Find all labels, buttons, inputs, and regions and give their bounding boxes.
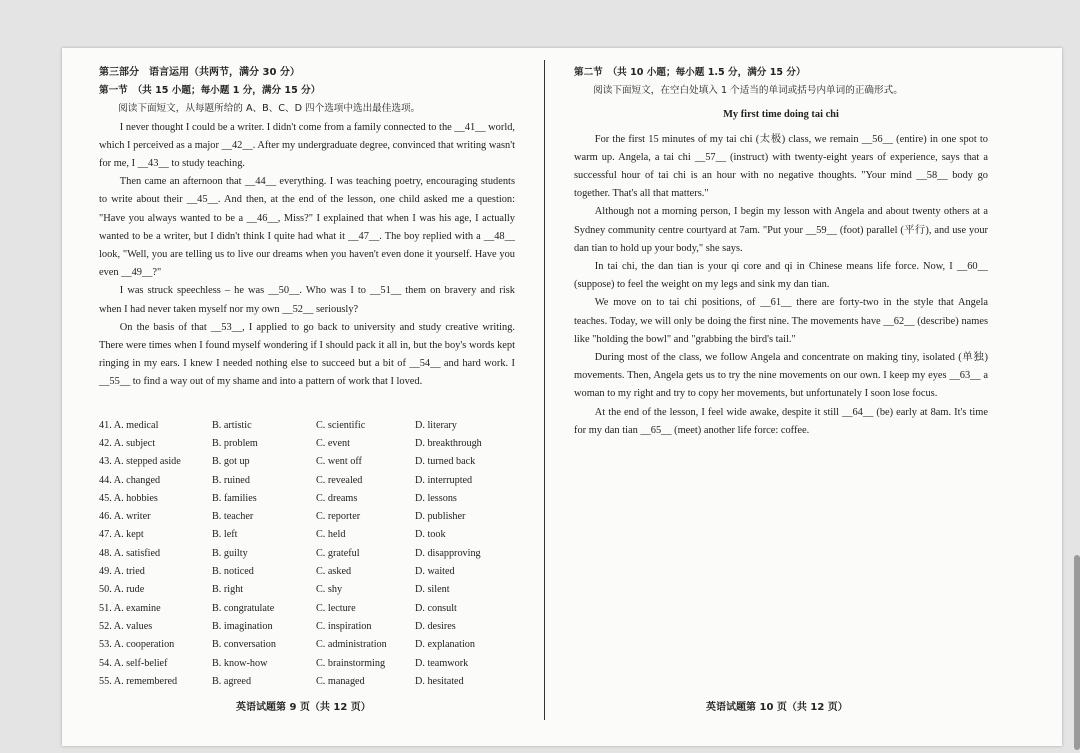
section1-title: 第一节 （共 15 小题；每小题 1 分，满分 15 分） (99, 85, 321, 97)
option-cell: 43. A. stepped aside (99, 456, 181, 468)
passage-paragraph: We move on to tai chi positions, of __61__ there are forty-two in the style that Angela teaches. Today, we will only be doing the first nine. The movements have __62__ (describe) names like "holding the bowl" and "grabbing the bird's tail." (574, 297, 988, 345)
option-cell: D. teamwork (415, 657, 469, 669)
option-row (99, 672, 519, 690)
option-cell: D. consult (415, 602, 457, 614)
option-cell: 45. A. hobbies (99, 492, 158, 504)
option-cell: C. managed (316, 675, 365, 687)
option-row (99, 489, 519, 507)
option-cell: C. shy (316, 584, 343, 596)
option-cell: D. breakthrough (415, 437, 482, 449)
passage-paragraph: I never thought I could be a writer. I didn't come from a family connected to the __41__ world, which I perceived as a major __42__. After my undergraduate degree, convinced that writing wasn't for me, I __43__ to study teaching. (99, 121, 515, 170)
section1-instruction: 阅读下面短文，从每题所给的 A、B、C、D 四个选项中选出最佳选项。 (118, 103, 421, 115)
page-footer-left: 英语试题第 9 页（共 12 页） (236, 702, 371, 713)
option-cell: C. brainstorming (316, 657, 386, 669)
option-cell: D. publisher (415, 511, 466, 523)
option-cell: 54. A. self-belief (99, 657, 168, 669)
option-cell: B. congratulate (212, 602, 275, 614)
option-row (99, 654, 519, 672)
option-cell: 55. A. remembered (99, 675, 178, 687)
options-table (99, 416, 519, 690)
option-row (99, 544, 519, 562)
option-cell: D. literary (415, 419, 457, 431)
option-cell: B. imagination (212, 620, 273, 632)
option-row (99, 562, 519, 580)
part-title: 第三部分 语言运用（共两节，满分 30 分） (99, 67, 300, 78)
option-cell: B. know-how (212, 657, 268, 669)
option-cell: 48. A. satisfied (99, 547, 161, 559)
option-cell: D. silent (415, 584, 450, 596)
passage-paragraph: Although not a morning person, I begin my lesson with Angela and about twenty others at a Sydney community centre courtyard at 7am. "Put your __59__ (foot) parallel (平行), and use your dan tian to hold up your body," she says. (574, 206, 988, 254)
right-column (574, 64, 988, 440)
option-row (99, 471, 519, 489)
option-row (99, 581, 519, 599)
option-cell: 51. A. examine (99, 602, 161, 614)
option-cell: D. hesitated (415, 675, 464, 687)
option-cell: 50. A. rude (99, 584, 145, 596)
option-cell: 53. A. cooperation (99, 639, 175, 651)
option-cell: B. families (212, 492, 257, 504)
option-cell: B. got up (212, 456, 250, 468)
option-row (99, 434, 519, 452)
option-cell: 42. A. subject (99, 437, 156, 449)
option-cell: B. noticed (212, 566, 254, 578)
column-divider (544, 60, 545, 720)
passage-paragraph: For the first 15 minutes of my tai chi (太极) class, we remain __56__ (entire) in one spot to warm up. Angela, a tai chi __57__ (instruct) with twenty-eight years of experience, says that a successful hour of tai chi is an hour with no negative thoughts. "Your mind __58__ body go together. That's all that matters." (574, 133, 988, 200)
option-cell: C. scientific (316, 419, 366, 431)
passage-paragraph: I was struck speechless – he was __50__. Who was I to __51__ them on bravery and risk when I had never taken myself nor my own __52__ seriously? (99, 285, 515, 315)
option-cell: D. took (415, 529, 446, 541)
page-footer-right: 英语试题第 10 页（共 12 页） (706, 702, 848, 713)
option-cell: B. right (212, 584, 244, 596)
option-cell: 47. A. kept (99, 529, 144, 541)
passage-paragraph: On the basis of that __53__, I applied to go back to university and study creative writing. There were times when I found myself wondering if I should pack it all in, but the boy's words kept ringing in my ears. I knew I needed nothing else to succeed but a bit of __54__ and hard work. I __55__ to find a way out of my shame and into a pattern of work that I loved. (99, 321, 515, 388)
scrollbar-thumb[interactable] (1074, 555, 1080, 750)
section2-title: 第二节 （共 10 小题；每小题 1.5 分，满分 15 分） (574, 67, 806, 78)
option-cell: C. administration (316, 639, 387, 651)
option-cell: C. went off (316, 456, 362, 468)
left-column (99, 64, 515, 392)
option-cell: 52. A. values (99, 620, 153, 632)
option-row (99, 617, 519, 635)
section2-instruction: 阅读下面短文，在空白处填入 1 个适当的单词或括号内单词的正确形式。 (593, 85, 903, 97)
option-cell: C. reporter (316, 511, 361, 523)
passage-paragraph: Then came an afternoon that __44__ everything. I was teaching poetry, encouraging students to write about their __45__. And then, at the end of the lesson, one child asked me a question: "Have you always wanted to be a __46__, Miss?" I explained that when I was his age, I actually wanted to be a writer, but I didn't think I quite had what it __47__. The boy replied with a __48__ look, "Well, you are telling us to live our dreams when you haven't even done it yourself. Have you even __49__?" (99, 176, 515, 279)
passage-title: My first time doing tai chi (723, 109, 839, 121)
option-cell: B. teacher (212, 511, 254, 523)
option-cell: C. revealed (316, 474, 363, 486)
option-row (99, 507, 519, 525)
option-cell: D. disapproving (415, 547, 481, 559)
option-cell: C. dreams (316, 492, 358, 504)
option-cell: D. interrupted (415, 474, 473, 486)
option-cell: B. problem (212, 437, 258, 449)
option-cell: B. guilty (212, 547, 248, 559)
option-row (99, 416, 519, 434)
option-row (99, 636, 519, 654)
passage-paragraph: In tai chi, the dan tian is your qi core and qi in Chinese means life force. Now, I __60__ (suppose) to feel the weight on my legs and sink my dan tian. (574, 261, 988, 291)
option-cell: C. inspiration (316, 620, 372, 632)
option-cell: D. turned back (415, 456, 476, 468)
option-cell: B. artistic (212, 419, 252, 431)
option-cell: C. held (316, 529, 346, 541)
option-cell: B. left (212, 529, 238, 541)
option-cell: 46. A. writer (99, 511, 151, 523)
option-cell: 44. A. changed (99, 474, 161, 486)
option-cell: B. conversation (212, 639, 276, 651)
option-cell: B. ruined (212, 474, 250, 486)
option-cell: C. event (316, 437, 350, 449)
option-cell: C. grateful (316, 547, 360, 559)
passage-paragraph: At the end of the lesson, I feel wide awake, despite it still __64__ (be) early at 8am. It's time for my dan tian __65__ (meet) another life force: coffee. (574, 406, 988, 436)
option-row (99, 453, 519, 471)
option-cell: 41. A. medical (99, 419, 159, 431)
option-cell: D. explanation (415, 639, 475, 651)
option-cell: D. waited (415, 566, 455, 578)
option-cell: C. asked (316, 566, 352, 578)
option-row (99, 526, 519, 544)
passage-paragraph: During most of the class, we follow Angela and concentrate on making tiny, isolated (单独) movements. Then, Angela gets us to try the nine movements on our own. I keep my eyes __63__ a woman to my right and try to copy her movements, but unfortunately I soon lose focus. (574, 352, 988, 400)
option-cell: C. lecture (316, 602, 356, 614)
option-cell: D. lessons (415, 492, 457, 504)
option-cell: 49. A. tried (99, 566, 145, 578)
option-row (99, 599, 519, 617)
option-cell: D. desires (415, 620, 456, 632)
option-cell: B. agreed (212, 675, 252, 687)
